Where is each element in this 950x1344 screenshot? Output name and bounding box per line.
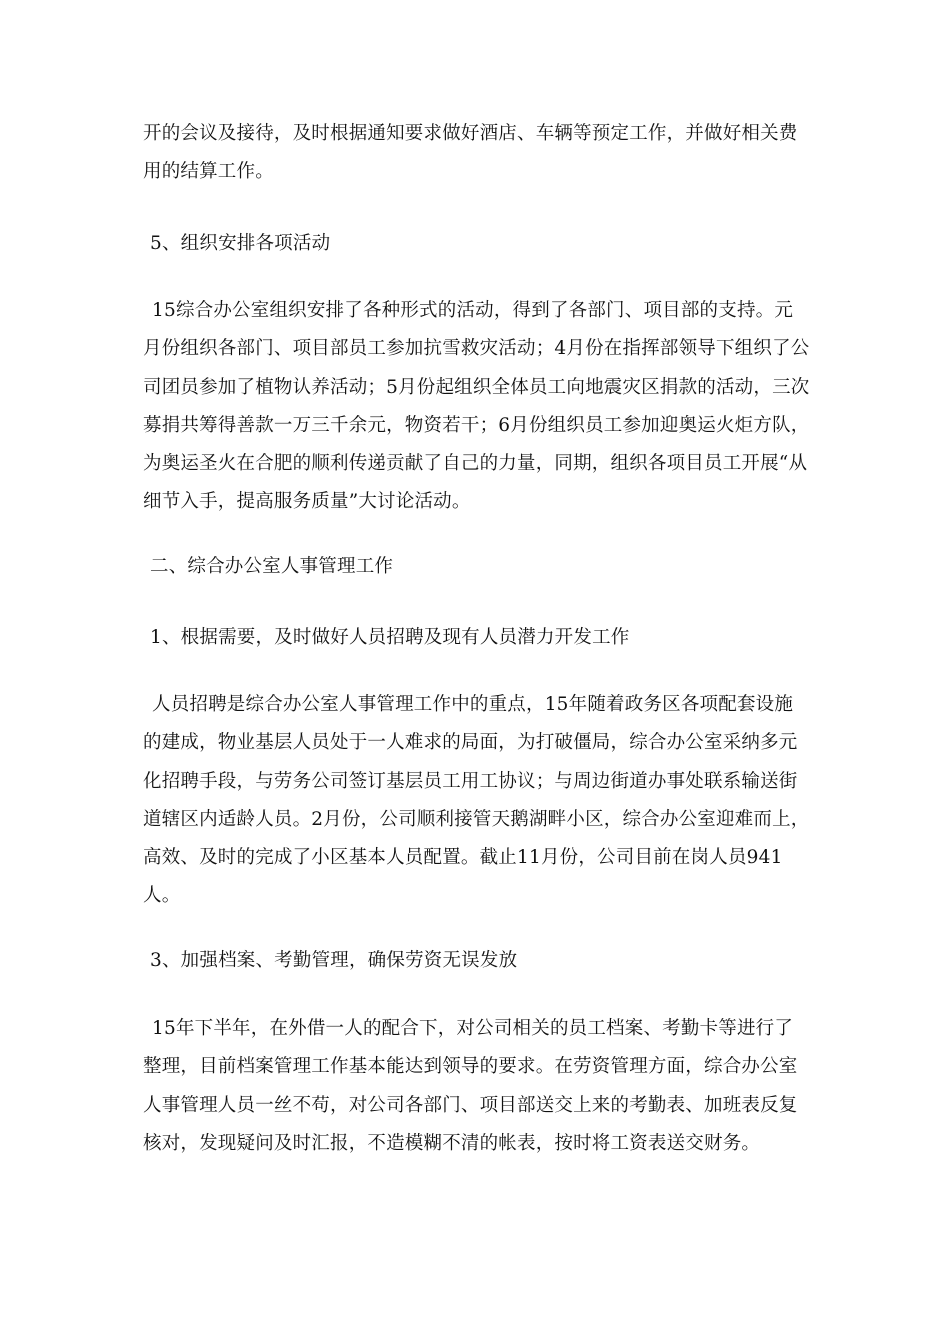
section-heading-hr-management: 二、综合办公室人事管理工作 (150, 556, 394, 577)
continued-paragraph: 开的会议及接待，及时根据通知要求做好酒店、车辆等预定工作，并做好相关费用的结算工作。 (143, 123, 798, 183)
heading-recruitment: 1、根据需要，及时做好人员招聘及现有人员潜力开发工作 (150, 627, 630, 648)
paragraph-activities: 15综合办公室组织安排了各种形式的活动，得到了各部门、项目部的支持。元月份组织各部门、项目部员工参加抗雪救灾活动；4月份在指挥部领导下组织了公司团员参加了植物认养活动；5月份起组织全体员工向地震灾区捐款的活动，三次募捐共筹得善款一万三千余元，物资若干；6月份组织员工参加迎奥运火炬方队，为奥运圣火在合肥的顺利传递贡献了自己的力量，同期，组织各项目员工开展“从细节入手，提高服务质量”大讨论活动。 (143, 300, 810, 513)
heading-archives-attendance: 3、加强档案、考勤管理，确保劳资无误发放 (150, 950, 518, 971)
heading-organize-activities: 5、组织安排各项活动 (150, 233, 331, 254)
paragraph-recruitment: 人员招聘是综合办公室人事管理工作中的重点，15年随着政务区各项配套设施的建成，物业基层人员处于一人难求的局面，为打破僵局，综合办公室采纳多元化招聘手段，与劳务公司签订基层员工用工协议；与周边街道办事处联系输送街道辖区内适龄人员。2月份，公司顺利接管天鹅湖畔小区，综合办公室迎难而上，高效、及时的完成了小区基本人员配置。截止11月份，公司目前在岗人员941人。 (143, 694, 810, 907)
paragraph-archives: 15年下半年，在外借一人的配合下，对公司相关的员工档案、考勤卡等进行了整理，目前档案管理工作基本能达到领导的要求。在劳资管理方面，综合办公室人事管理人员一丝不苟，对公司各部门、项目部送交上来的考勤表、加班表反复核对，发现疑问及时汇报，不造模糊不清的帐表，按时将工资表送交财务。 (143, 1018, 798, 1154)
